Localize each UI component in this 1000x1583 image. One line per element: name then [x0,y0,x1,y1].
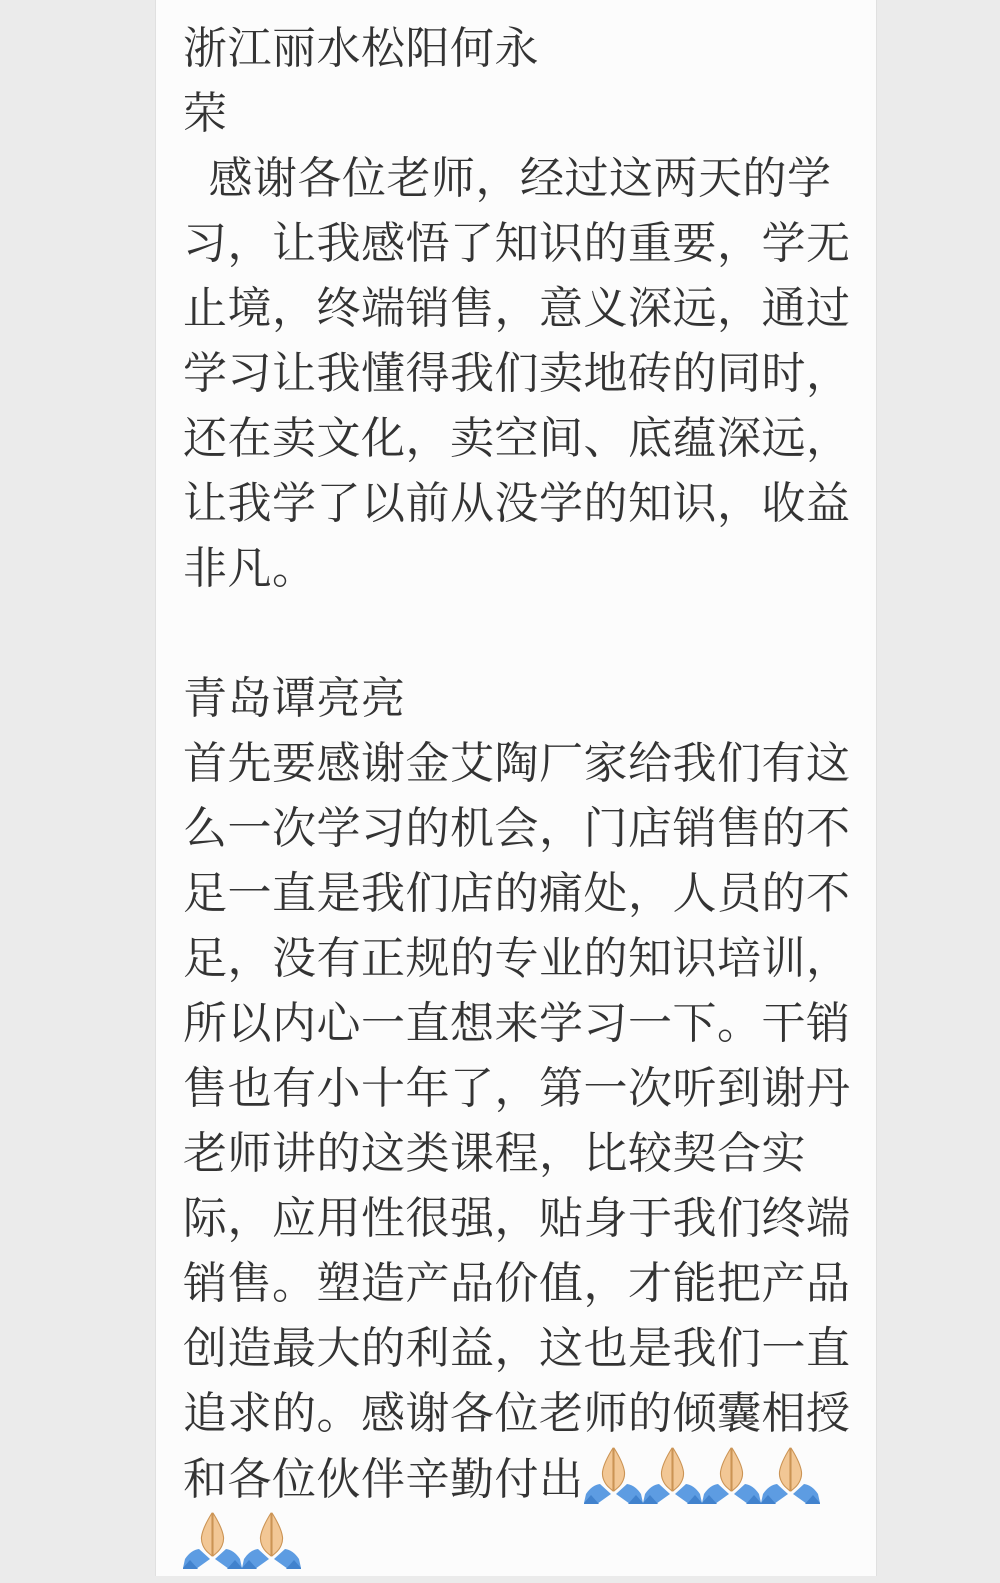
text-line: 所以内心一直想来学习一下。干销 [183,999,851,1048]
text-line: 际，应用性很强，贴身于我们终端 [183,1194,851,1243]
text-line: 青岛谭亮亮 [183,674,406,723]
text-line: 止境，终端销售，意义深远，通过 [183,284,851,333]
text-line: 追求的。感谢各位老师的倾囊相授 [183,1389,851,1438]
text-line: 足，没有正规的专业的知识培训， [183,934,851,983]
text-line: 创造最大的利益，这也是我们一直 [183,1324,851,1373]
folded-hands-emoji [643,1446,702,1506]
testimonial-zhejiang-heyongrong [183,16,852,601]
text-line: 首先要感谢金艾陶厂家给我们有这 [183,739,851,788]
folded-hands-emoji [702,1446,761,1506]
text-line: 学习让我懂得我们卖地砖的同时， [183,349,851,398]
text-line: 销售。塑造产品价值，才能把产品 [183,1259,851,1308]
text-line: 和各位伙伴辛勤付出 [183,1446,852,1511]
folded-hands-emoji [183,1511,242,1571]
text-line: 感谢各位老师，经过这两天的学 [183,154,832,203]
text-line: 足一直是我们店的痛处，人员的不 [183,869,851,918]
text-line: 荣 [183,89,228,138]
text-line: 让我学了以前从没学的知识，收益 [183,479,851,528]
text-line: 售也有小十年了，第一次听到谢丹 [183,1064,851,1113]
testimonial-qingdao-tanliangliang [183,666,852,1576]
folded-hands-emoji [761,1446,820,1506]
text-line: 习，让我感悟了知识的重要，学无 [183,219,851,268]
article-content [155,0,877,1576]
text-line: 浙江丽水松阳何永 [183,24,539,73]
folded-hands-emoji [242,1511,301,1571]
text-line: 非凡。 [183,544,317,593]
text-line: 老师讲的这类课程，比较契合实 [183,1129,806,1178]
text-line: 还在卖文化，卖空间、底蕴深远， [183,414,851,463]
text-line: 么一次学习的机会，门店销售的不 [183,804,851,853]
folded-hands-emoji [584,1446,643,1506]
text-line [183,1511,852,1576]
